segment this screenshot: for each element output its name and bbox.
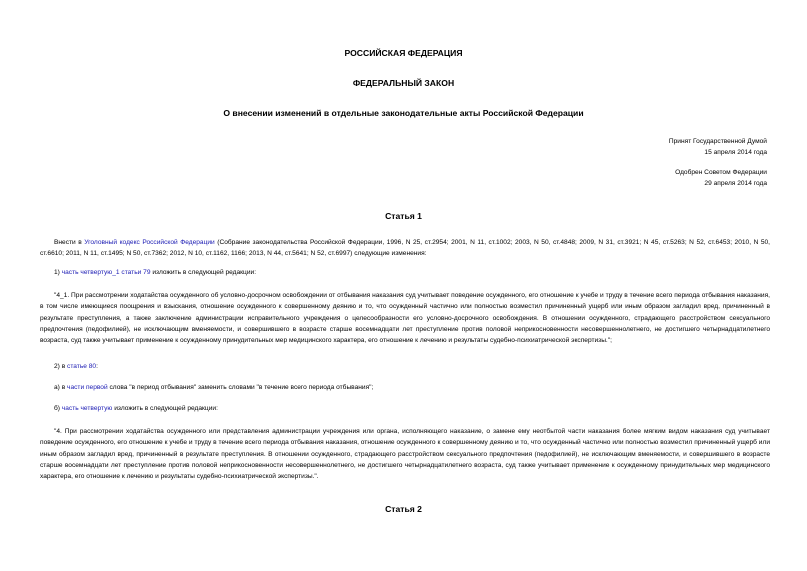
adoption-council (675, 167, 767, 189)
item-2b-suffix: изложить в следующей редакции: (112, 405, 218, 412)
part-four-link[interactable]: часть четвертую (61, 405, 113, 412)
item-2b-prefix: б) (54, 405, 62, 412)
item-2-suffix: : (96, 363, 98, 370)
country-heading: РОССИЙСКАЯ ФЕДЕРАЦИЯ (344, 48, 463, 58)
article-80-link[interactable]: статье 80 (67, 363, 97, 370)
item-2a (54, 382, 373, 393)
intro-after: (Собрание законодательства Российской Федерации, 1996, N 25, ст.2954; 2001, N 11, ст.1002; 2003, N 50, ст.4848; 2009, N 31, ст.3921; N 45, ст.5263; N 52, ст.6453; 2010, N 50, ст.6610; 2011, N 11, ст.1495; N 50, ст.7362; 2012, N 10, ст.1162, 1166; 2013, N 44, ст.5641; N 52, ст.6997) следующие изменения: (40, 239, 771, 258)
council-label: Одобрен Советом Федерации (675, 169, 767, 176)
law-title: О внесении изменений в отдельные законодательные акты Российской Федерации (223, 108, 584, 118)
quote-4: "4. При рассмотрении ходатайства осужденного или представления администрации учреждения или органа, исполняющего наказание, о замене ему неотбытой части наказания более мягким видом наказания суд учитывает поведение осужденного, его отношение к учебе и труду в течение всего периода отбывания наказания, отношение осужденного к совершенному деянию и то, что осужденный частично или полностью возместил причиненный ущерб или иным образом загладил вред, причиненный в результате преступления. В отношении осужденного, страдающего расстройством сексуального предпочтения (педофилией), не исключающим вменяемости, и совершившего в возрасте старше восемнадцати лет преступление против половой неприкосновенности несовершеннолетнего, не достигшего четырнадцатилетнего возраста, суд также учитывает применение к осужденному принудительных мер медицинского характера, его отношение к лечению и результаты судебно-психиатрической экспертизы.". (40, 428, 770, 481)
part-one-link[interactable]: части первой (67, 384, 108, 391)
duma-label: Принят Государственной Думой (668, 138, 767, 145)
item-1-prefix: 1) (54, 269, 62, 276)
council-date: 29 апреля 2014 года (704, 180, 767, 187)
adoption-duma (669, 136, 767, 158)
article-79-part-link[interactable]: часть четвертую_1 статьи 79 (61, 269, 151, 276)
criminal-code-link[interactable]: Уголовный кодекс Российской Федерации (84, 239, 215, 246)
item-2a-prefix: а) в (54, 384, 68, 391)
item-2b (54, 403, 218, 414)
doc-type-heading: ФЕДЕРАЛЬНЫЙ ЗАКОН (352, 78, 455, 88)
item-2 (54, 361, 98, 372)
item-1 (54, 267, 256, 278)
intro-before: Внести в (54, 239, 85, 246)
item-1-suffix: изложить в следующей редакции: (150, 269, 257, 276)
article-1-intro (40, 237, 770, 260)
item-2-prefix: 2) в (54, 363, 68, 370)
duma-date: 15 апреля 2014 года (704, 149, 767, 156)
article-2-heading: Статья 2 (385, 504, 422, 514)
article-1-heading: Статья 1 (385, 211, 422, 221)
item-2a-suffix: слова "в период отбывания" заменить словами "в течение всего периода отбывания"; (107, 384, 374, 391)
quote-4-1: "4_1. При рассмотрении ходатайства осужденного об условно-досрочном освобождении от отбывания наказания суд учитывает поведение осужденного, его отношение к учебе и труду в течение всего периода отбывания наказания, в том числе имеющиеся поощрения и взыскания, отношение осужденного к совершенному деянию и то, что осужденный частично или полностью возместил причиненный ущерб или иным образом загладил вред, причиненный в результате преступления, а также заключение администрации исправительного учреждения о целесообразности его условно-досрочного освобождения. В отношении осужденного, страдающего расстройством сексуального предпочтения (педофилией), не исключающим вменяемости, и совершившего в возрасте старше восемнадцати лет преступление против половой неприкосновенности несовершеннолетнего, не достигшего четырнадцатилетнего возраста, суд также учитывает применение к осужденному принудительных мер медицинского характера, его отношение к лечению и результаты судебно-психиатрической экспертизы."; (40, 292, 770, 345)
